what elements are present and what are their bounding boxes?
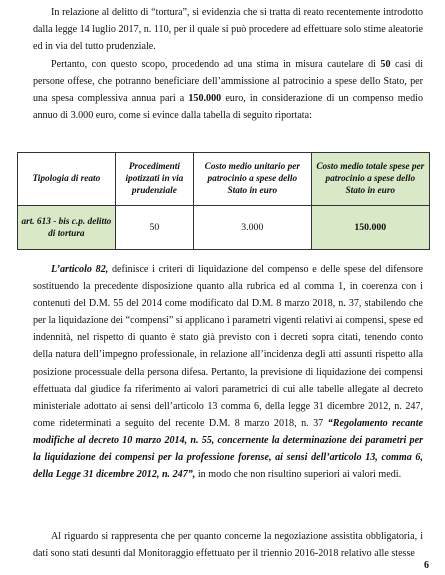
cell-reato: art. 613 - bis c.p. delitto di tortura [18,206,116,250]
paragraph-text: Pertanto, con questo scopo, procedendo ad una stima in misura cautelare di [51,59,381,70]
paragraph-text: In relazione al delitto di “tortura”, si evidenzia che si tratta di reato recentemente introdotto dalla legge 14 luglio 2017, n. 110, per il quale si può procedere ad effettuare solo stime aleatorie ed in via del tutto prudenziale. [33,7,423,53]
paragraph-text: in modo che non risultino superiori ai valori medi. [195,469,402,481]
paragraph-tortura-intro [33,4,423,55]
paragraph-articolo-82 [33,261,423,483]
paragraph-text: casi di persone offese, che potranno beneficiare dell’ammissione al patrocinio a spese dello Stato, per una spesa complessiva annua pari a [33,59,423,105]
paragraph-negoziazione [33,528,423,562]
cell-costo-unitario: 3.000 [194,206,312,250]
paragraph-stima [33,56,423,124]
header-procedimenti: Procedimenti ipotizzati in via prudenziale [115,153,193,206]
table-header-row [18,153,430,206]
regulation-title: “Regolamento recante modifiche al decreto 10 marzo 2014, n. 55, concernente la determinazione dei parametri per la liquidazione dei compensi per la professione forense, ai sensi dell’articolo 13, comma 6, della Legge 31 dicembre 2012, n. 247”, [33,417,424,481]
page-number: 6 [424,560,429,571]
cases-count: 50 [380,59,391,70]
paragraph-text: definisce i criteri di liquidazione del compenso e delle spese del difensore sostituendo la precedente disposizione quanto alla rubrica ed al comma 1, in coerenza con i contenuti del D.M. 55 del 2014 come modificato dal D.M. 8 marzo 2018, n. 37, stabilendo che per la liquidazione dei “compensi” si applicano i parametri vigenti relativi ai compensi, spese ed indennità, nel rispetto di quanto è stato già previsto con i decreti sopra citati, tenendo conto della natura dell’impegno professionale, in relazione all’incidenza degli atti assunti rispetto alla posizione processuale della persona difesa. Pertanto, la previsione di liquidazione dei compensi effettuata dal giudice fa riferimento ai valori parametrici di cui alle tabelle allegate al decreto ministeriale adottato ai sensi dell’articolo 13 comma 6, della legge 31 dicembre 2012, n. 247, come rideterminati a seguito del recente D.M. 8 marzo 2018, n. 37 [33,264,423,429]
article-reference: L’articolo 82, [51,264,109,275]
header-costo-unitario: Costo medio unitario per patrocinio a spese dello Stato in euro [194,153,312,206]
paragraph-text: Al riguardo si rappresenta che per quanto concerne la negoziazione assistita obbligatoria, i dati sono stati desunti dal Monitoraggio effettuato per il triennio 2016-2018 relativo alle stesse [33,531,423,560]
table-row [18,206,430,250]
header-tipologia: Tipologia di reato [18,153,116,206]
cell-costo-totale: 150.000 [311,206,429,250]
total-amount: 150.000 [188,93,222,105]
cell-procedimenti: 50 [115,206,193,250]
header-costo-totale: Costo medio totale spese per patrocinio a spese dello Stato in euro [311,153,429,206]
paragraph-text: euro, in considerazione di un compenso medio annuo di 3.000 euro, come si evince dalla tabella di seguito riportata: [33,93,424,122]
cost-table [17,152,430,250]
